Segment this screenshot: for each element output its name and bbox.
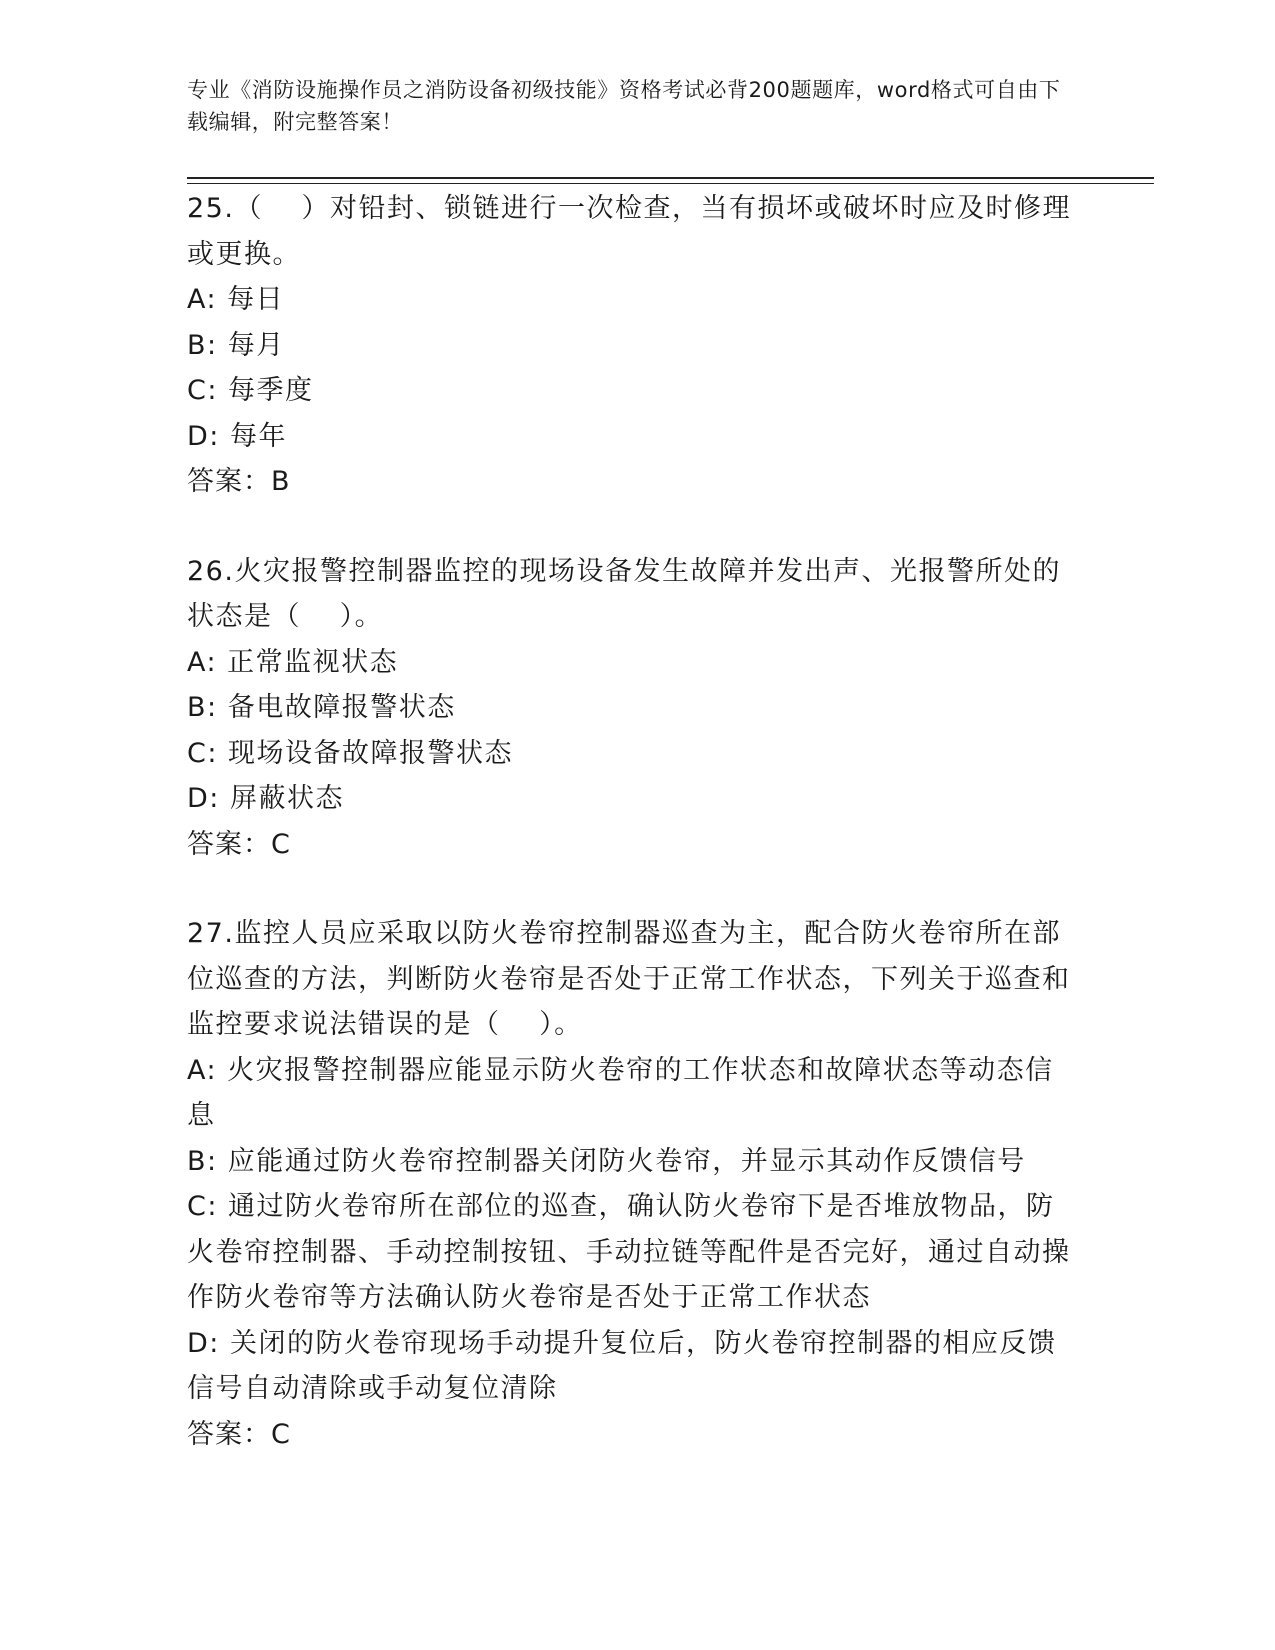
question-26 <box>187 549 1082 868</box>
option-d: D: 关闭的防火卷帘现场手动提升复位后，防火卷帘控制器的相应反馈信号自动清除或手动复位清除 <box>187 1327 1057 1404</box>
option-c: C: 现场设备故障报警状态 <box>187 737 514 769</box>
answer-line: 答案：B <box>187 466 291 497</box>
header-divider-thick <box>187 177 1154 179</box>
question-stem: 26.火灾报警控制器监控的现场设备发生故障并发出声、光报警所处的状态是（ ）。 <box>187 555 1061 632</box>
option-b: B: 备电故障报警状态 <box>187 692 456 723</box>
option-d: D: 每年 <box>187 420 287 452</box>
option-a: A: 正常监视状态 <box>187 646 399 678</box>
question-stem: 27.监控人员应采取以防火卷帘控制器巡查为主，配合防火卷帘所在部位巡查的方法，判断防火卷帘是否处于正常工作状态，下列关于巡查和监控要求说法错误的是（ ）。 <box>187 918 1071 1040</box>
question-25 <box>187 186 1082 505</box>
option-d: D: 屏蔽状态 <box>187 783 344 814</box>
answer-line: 答案：C <box>187 828 291 860</box>
question-list <box>187 186 1082 1457</box>
question-stem: 25.（ ）对铅封、锁链进行一次检查，当有损坏或破坏时应及时修理或更换。 <box>187 193 1072 270</box>
option-a: A: 每日 <box>187 284 285 315</box>
option-a: A: 火灾报警控制器应能显示防火卷帘的工作状态和故障状态等动态信息 <box>187 1054 1054 1131</box>
answer-line: 答案：C <box>187 1418 291 1450</box>
option-c: C: 每季度 <box>187 375 314 406</box>
option-c: C: 通过防火卷帘所在部位的巡查，确认防火卷帘下是否堆放物品，防火卷帘控制器、手动控制按钮、手动拉链等配件是否完好，通过自动操作防火卷帘等方法确认防火卷帘是否处于正常工作状态 <box>187 1191 1071 1313</box>
question-27 <box>187 911 1082 1457</box>
option-b: B: 每月 <box>187 329 285 361</box>
document-header: 专业《消防设施操作员之消防设备初级技能》资格考试必背200题题库，word格式可自由下载编辑，附完整答案！ <box>187 78 1061 134</box>
option-b: B: 应能通过防火卷帘控制器关闭防火卷帘，并显示其动作反馈信号 <box>187 1145 1026 1177</box>
header-divider-thin <box>187 183 1154 184</box>
